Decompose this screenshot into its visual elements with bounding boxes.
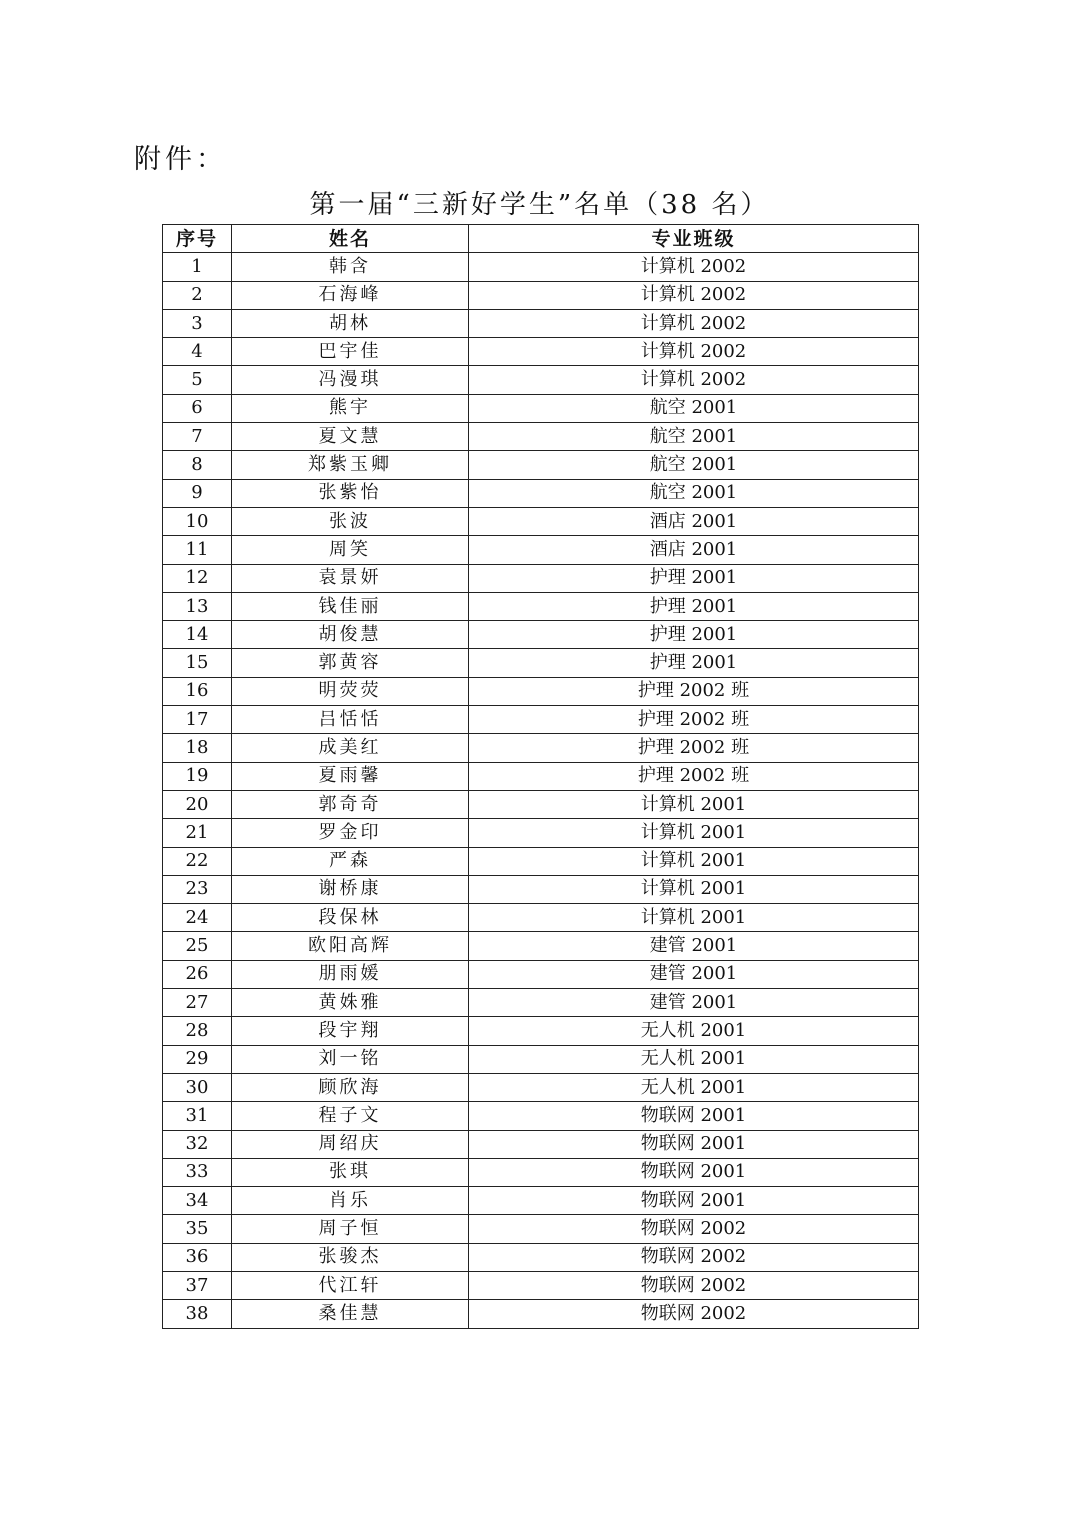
table-row <box>163 847 919 875</box>
cell-student-name: 胡林 <box>232 309 469 337</box>
table-row <box>163 1187 919 1215</box>
table-row <box>163 706 919 734</box>
cell-student-name: 张琪 <box>232 1158 469 1186</box>
cell-major-class: 物联网 2002 <box>469 1271 919 1299</box>
attachment-label: 附件： <box>134 144 227 175</box>
cell-major-class: 计算机 2001 <box>469 790 919 818</box>
cell-major-class: 物联网 2001 <box>469 1130 919 1158</box>
cell-major-class: 物联网 2001 <box>469 1102 919 1130</box>
table-row <box>163 253 919 281</box>
cell-major-class: 物联网 2001 <box>469 1158 919 1186</box>
cell-major-class: 航空 2001 <box>469 423 919 451</box>
table-row <box>163 592 919 620</box>
cell-serial-number: 4 <box>163 338 232 366</box>
table-row <box>163 366 919 394</box>
cell-major-class: 护理 2001 <box>469 649 919 677</box>
cell-student-name: 黄姝雅 <box>232 989 469 1017</box>
cell-student-name: 袁景妍 <box>232 564 469 592</box>
cell-student-name: 熊宇 <box>232 394 469 422</box>
table-row <box>163 734 919 762</box>
table-row <box>163 819 919 847</box>
cell-serial-number: 28 <box>163 1017 232 1045</box>
table-row <box>163 309 919 337</box>
cell-serial-number: 11 <box>163 536 232 564</box>
cell-student-name: 张波 <box>232 507 469 535</box>
document-title: 第一届“三新好学生”名单（38 名） <box>309 190 770 220</box>
cell-student-name: 张紫怡 <box>232 479 469 507</box>
cell-major-class: 航空 2001 <box>469 479 919 507</box>
cell-student-name: 欧阳高辉 <box>232 932 469 960</box>
cell-major-class: 计算机 2001 <box>469 819 919 847</box>
cell-student-name: 代江轩 <box>232 1271 469 1299</box>
cell-student-name: 吕恬恬 <box>232 706 469 734</box>
cell-serial-number: 8 <box>163 451 232 479</box>
cell-serial-number: 2 <box>163 281 232 309</box>
table-row <box>163 281 919 309</box>
table-row <box>163 394 919 422</box>
cell-major-class: 护理 2001 <box>469 621 919 649</box>
cell-major-class: 建管 2001 <box>469 989 919 1017</box>
table-row <box>163 1158 919 1186</box>
header-serial-number: 序号 <box>163 225 232 253</box>
cell-major-class: 计算机 2002 <box>469 281 919 309</box>
cell-serial-number: 31 <box>163 1102 232 1130</box>
cell-serial-number: 29 <box>163 1045 232 1073</box>
cell-major-class: 护理 2002 班 <box>469 762 919 790</box>
cell-serial-number: 21 <box>163 819 232 847</box>
cell-serial-number: 10 <box>163 507 232 535</box>
table-row <box>163 904 919 932</box>
cell-student-name: 罗金印 <box>232 819 469 847</box>
cell-major-class: 航空 2001 <box>469 451 919 479</box>
cell-serial-number: 12 <box>163 564 232 592</box>
cell-serial-number: 36 <box>163 1243 232 1271</box>
cell-major-class: 计算机 2001 <box>469 904 919 932</box>
cell-major-class: 物联网 2002 <box>469 1300 919 1328</box>
header-major-class: 专业班级 <box>469 225 919 253</box>
cell-student-name: 段保林 <box>232 904 469 932</box>
cell-serial-number: 5 <box>163 366 232 394</box>
cell-student-name: 刘一铭 <box>232 1045 469 1073</box>
table-body <box>163 253 919 1328</box>
table-row <box>163 989 919 1017</box>
cell-student-name: 石海峰 <box>232 281 469 309</box>
cell-serial-number: 33 <box>163 1158 232 1186</box>
cell-student-name: 张骏杰 <box>232 1243 469 1271</box>
table-row <box>163 1215 919 1243</box>
cell-student-name: 郑紫玉卿 <box>232 451 469 479</box>
cell-serial-number: 17 <box>163 706 232 734</box>
cell-serial-number: 26 <box>163 960 232 988</box>
table-row <box>163 451 919 479</box>
table-row <box>163 1102 919 1130</box>
cell-major-class: 酒店 2001 <box>469 536 919 564</box>
table-row <box>163 507 919 535</box>
cell-major-class: 物联网 2002 <box>469 1243 919 1271</box>
cell-major-class: 建管 2001 <box>469 932 919 960</box>
cell-student-name: 朋雨媛 <box>232 960 469 988</box>
table-row <box>163 1300 919 1328</box>
cell-major-class: 航空 2001 <box>469 394 919 422</box>
table-row <box>163 423 919 451</box>
cell-serial-number: 30 <box>163 1073 232 1101</box>
header-name: 姓名 <box>232 225 469 253</box>
table-row <box>163 621 919 649</box>
cell-student-name: 程子文 <box>232 1102 469 1130</box>
cell-serial-number: 24 <box>163 904 232 932</box>
cell-major-class: 护理 2002 班 <box>469 677 919 705</box>
table-row <box>163 1130 919 1158</box>
table-row <box>163 762 919 790</box>
table-row <box>163 1243 919 1271</box>
cell-major-class: 护理 2002 班 <box>469 706 919 734</box>
cell-student-name: 严森 <box>232 847 469 875</box>
table-row <box>163 932 919 960</box>
cell-student-name: 周子恒 <box>232 1215 469 1243</box>
cell-major-class: 护理 2002 班 <box>469 734 919 762</box>
cell-student-name: 冯漫琪 <box>232 366 469 394</box>
table-row <box>163 677 919 705</box>
cell-student-name: 肖乐 <box>232 1187 469 1215</box>
cell-student-name: 周笑 <box>232 536 469 564</box>
cell-major-class: 物联网 2002 <box>469 1215 919 1243</box>
cell-serial-number: 32 <box>163 1130 232 1158</box>
cell-serial-number: 22 <box>163 847 232 875</box>
cell-serial-number: 6 <box>163 394 232 422</box>
cell-serial-number: 13 <box>163 592 232 620</box>
table-row <box>163 479 919 507</box>
cell-student-name: 段宇翔 <box>232 1017 469 1045</box>
cell-serial-number: 7 <box>163 423 232 451</box>
cell-major-class: 护理 2001 <box>469 592 919 620</box>
cell-major-class: 护理 2001 <box>469 564 919 592</box>
cell-student-name: 胡俊慧 <box>232 621 469 649</box>
table-row <box>163 649 919 677</box>
table-row <box>163 338 919 366</box>
cell-serial-number: 25 <box>163 932 232 960</box>
cell-major-class: 建管 2001 <box>469 960 919 988</box>
student-list-table <box>162 224 919 1329</box>
table-row <box>163 1017 919 1045</box>
cell-student-name: 周绍庆 <box>232 1130 469 1158</box>
table-row <box>163 536 919 564</box>
cell-major-class: 计算机 2002 <box>469 338 919 366</box>
cell-major-class: 计算机 2001 <box>469 847 919 875</box>
cell-student-name: 顾欣海 <box>232 1073 469 1101</box>
cell-major-class: 无人机 2001 <box>469 1017 919 1045</box>
cell-major-class: 计算机 2002 <box>469 309 919 337</box>
cell-student-name: 郭奇奇 <box>232 790 469 818</box>
cell-serial-number: 9 <box>163 479 232 507</box>
table-header-row <box>163 225 919 253</box>
table-row <box>163 960 919 988</box>
cell-serial-number: 19 <box>163 762 232 790</box>
cell-student-name: 谢桥康 <box>232 875 469 903</box>
cell-student-name: 明荧荧 <box>232 677 469 705</box>
cell-major-class: 酒店 2001 <box>469 507 919 535</box>
cell-student-name: 郭黄容 <box>232 649 469 677</box>
table-row <box>163 564 919 592</box>
cell-student-name: 韩含 <box>232 253 469 281</box>
cell-major-class: 无人机 2001 <box>469 1045 919 1073</box>
cell-major-class: 物联网 2001 <box>469 1187 919 1215</box>
cell-serial-number: 35 <box>163 1215 232 1243</box>
cell-major-class: 计算机 2002 <box>469 366 919 394</box>
cell-student-name: 钱佳丽 <box>232 592 469 620</box>
table-row <box>163 1045 919 1073</box>
cell-major-class: 计算机 2001 <box>469 875 919 903</box>
cell-student-name: 夏文慧 <box>232 423 469 451</box>
cell-serial-number: 1 <box>163 253 232 281</box>
cell-serial-number: 3 <box>163 309 232 337</box>
cell-serial-number: 37 <box>163 1271 232 1299</box>
table-row <box>163 875 919 903</box>
cell-serial-number: 23 <box>163 875 232 903</box>
table-row <box>163 1073 919 1101</box>
cell-major-class: 计算机 2002 <box>469 253 919 281</box>
cell-serial-number: 14 <box>163 621 232 649</box>
cell-major-class: 无人机 2001 <box>469 1073 919 1101</box>
cell-serial-number: 34 <box>163 1187 232 1215</box>
cell-serial-number: 16 <box>163 677 232 705</box>
cell-serial-number: 27 <box>163 989 232 1017</box>
cell-serial-number: 20 <box>163 790 232 818</box>
table-row <box>163 1271 919 1299</box>
cell-student-name: 桑佳慧 <box>232 1300 469 1328</box>
table-row <box>163 790 919 818</box>
cell-student-name: 夏雨馨 <box>232 762 469 790</box>
cell-student-name: 巴宇佳 <box>232 338 469 366</box>
cell-serial-number: 15 <box>163 649 232 677</box>
cell-serial-number: 18 <box>163 734 232 762</box>
cell-serial-number: 38 <box>163 1300 232 1328</box>
cell-student-name: 成美红 <box>232 734 469 762</box>
